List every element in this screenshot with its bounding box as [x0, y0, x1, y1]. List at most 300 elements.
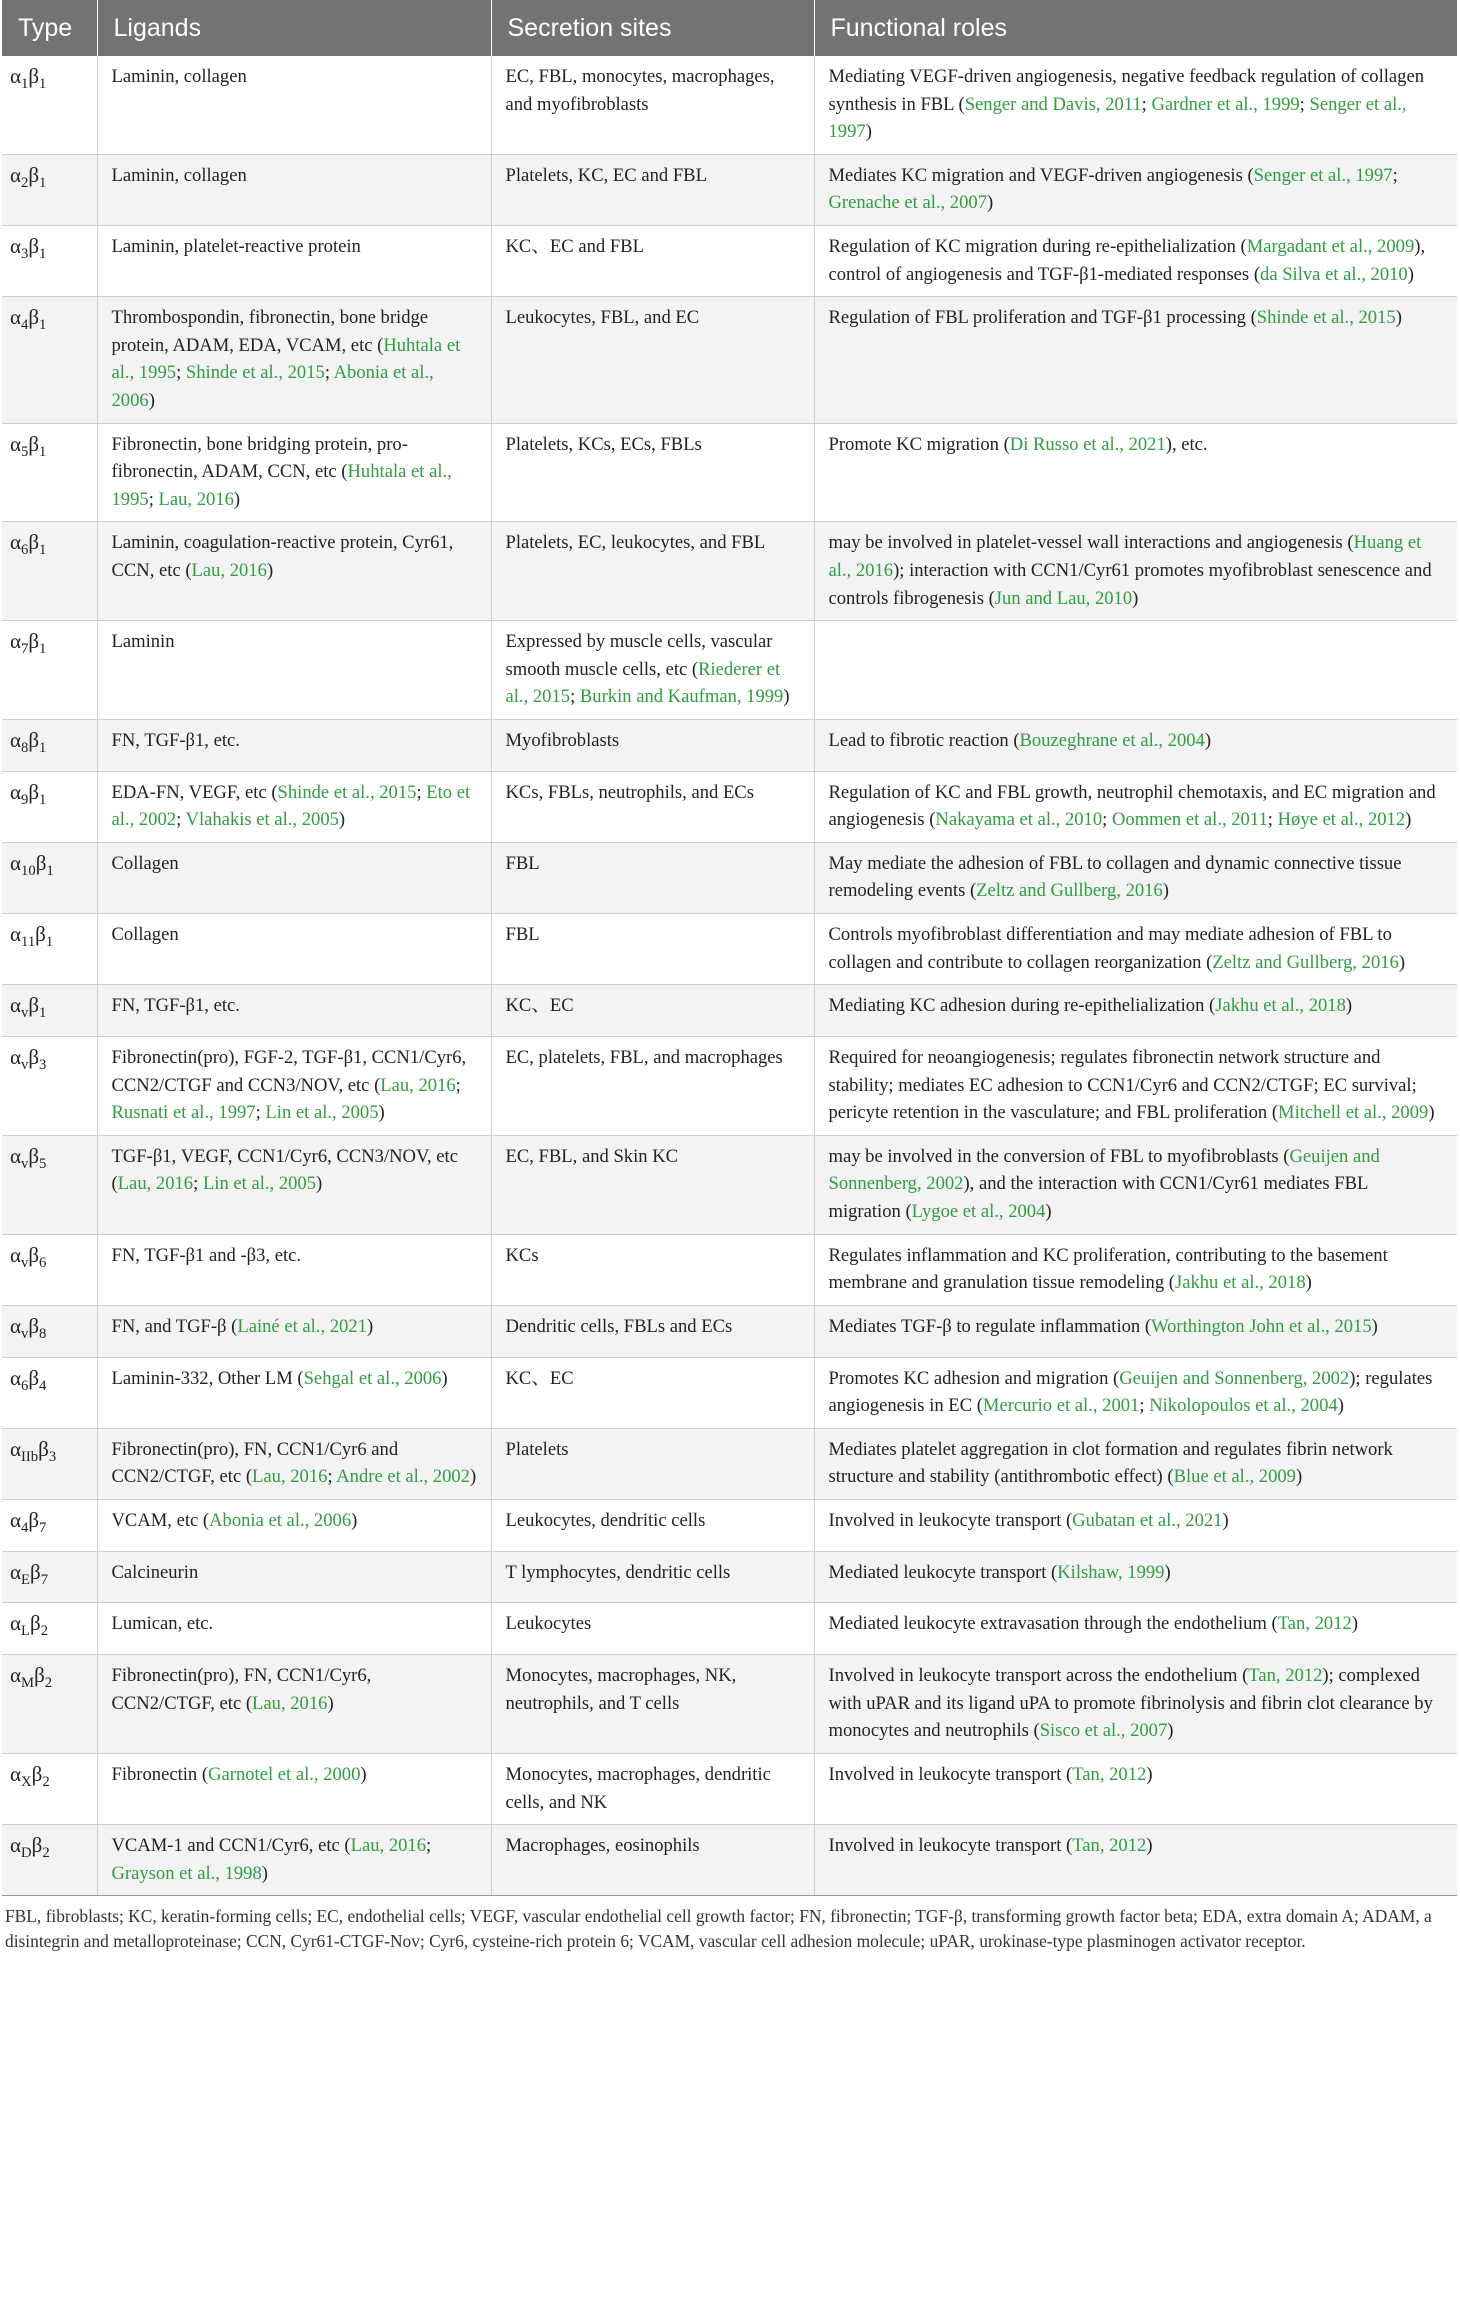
cell-text: ): [1164, 1561, 1171, 1583]
citation-link[interactable]: Blue et al., 2009: [1173, 1466, 1296, 1488]
citation-link[interactable]: Huang et al., 2016: [828, 532, 1422, 581]
secretion-sites-cell: [491, 1754, 814, 1825]
table-row: [2, 621, 1457, 720]
cell-text: ): [1204, 729, 1212, 751]
cell-text: Laminin, coagulation-reactive protein, Cyr61, CCN, etc (: [111, 532, 454, 581]
cell-text: ): [987, 192, 994, 214]
cell-text: VCAM, etc (: [111, 1509, 210, 1531]
functional-roles-cell: [814, 914, 1457, 985]
citation-link[interactable]: Huhtala et al., 1995: [111, 334, 461, 384]
citation-link[interactable]: Huhtala et al., 1995: [111, 461, 452, 510]
cell-text: ;: [148, 488, 159, 510]
integrin-type-cell: [2, 1428, 97, 1499]
cell-text: Involved in leukocyte transport across the endothelium (: [828, 1665, 1249, 1687]
cell-text: ): [233, 488, 241, 510]
integrin-type-cell: [2, 621, 97, 720]
citation-link[interactable]: Worthington John et al., 2015: [1151, 1315, 1372, 1337]
citation-link[interactable]: Senger et al., 1997: [1253, 164, 1393, 186]
cell-text: ): [865, 121, 872, 143]
secretion-sites-cell: [491, 621, 814, 720]
citation-link[interactable]: Rusnati et al., 1997: [111, 1102, 256, 1124]
table-footnote: FBL, fibroblasts; KC, keratin-forming cells; EC, endothelial cells; VEGF, vascular endothelial cell growth factor; FN, fibronectin; TGF-β, transforming growth factor beta; EDA, extra domain A; ADAM, a disintegrin and metalloproteinase; CCN, Cyr61-CTGF-Nov; Cyr6, cysteine-rich protein 6; VCAM, vascular cell adhesion molecule; uPAR, urokinase-type plasminogen activator receptor.: [5, 1906, 1432, 1951]
integrin-type-cell: [2, 1234, 97, 1305]
citation-link[interactable]: Andre et al., 2002: [336, 1466, 470, 1488]
cell-text: Platelets, EC, leukocytes, and FBL: [505, 532, 766, 554]
cell-text: Fibronectin(pro), FN, CCN1/Cyr6, CCN2/CTGF, etc (: [111, 1665, 372, 1714]
cell-text: Fibronectin (: [111, 1764, 209, 1786]
integrin-type-cell: [2, 1754, 97, 1825]
ligands-cell: [97, 771, 491, 842]
integrin-type-cell: [2, 1499, 97, 1551]
cell-text: EC, platelets, FBL, and macrophages: [505, 1047, 783, 1068]
cell-text: ;: [255, 1102, 266, 1124]
integrin-type-cell: [2, 1655, 97, 1754]
table-row: [2, 522, 1457, 621]
cell-text: ): [261, 1862, 268, 1884]
cell-text: Involved in leukocyte transport (: [828, 1835, 1073, 1857]
table-row: [2, 1234, 1457, 1305]
integrin-type: $\alpha_v\beta_6$: [10, 1242, 47, 1271]
table-row: [2, 771, 1457, 842]
cell-text: ;: [1267, 809, 1278, 831]
secretion-sites-cell: [491, 154, 814, 225]
table-row: [2, 56, 1457, 154]
cell-text: ); interaction with CCN1/Cyr61 promotes myofibroblast senescence and controls fibrogenesis (: [828, 559, 1432, 609]
citation-link[interactable]: Nakayama et al., 2010: [935, 809, 1103, 831]
citation-link[interactable]: Mercurio et al., 2001: [982, 1395, 1140, 1417]
ligands-cell: [97, 621, 491, 720]
citation-link[interactable]: Gubatan et al., 2021: [1072, 1509, 1223, 1531]
integrin-type-cell: [2, 719, 97, 771]
cell-text: KC、EC: [505, 1367, 574, 1389]
cell-text: ): [1132, 587, 1139, 609]
cell-text: ): [1428, 1102, 1435, 1124]
cell-text: ): [469, 1466, 477, 1488]
cell-text: ;: [1299, 93, 1310, 115]
citation-link[interactable]: Senger and Davis, 2011: [964, 93, 1142, 115]
cell-text: ): [1222, 1509, 1229, 1531]
integrin-table: [2, 0, 1457, 1896]
integrin-type: $\alpha_E\beta_7$: [10, 1559, 49, 1588]
cell-text: VCAM-1 and CCN1/Cyr6, etc (: [111, 1835, 351, 1857]
table-row: [2, 1135, 1457, 1234]
cell-text: FBL: [505, 924, 540, 946]
functional-roles-cell: [814, 1135, 1457, 1234]
table-row: [2, 842, 1457, 913]
citation-link[interactable]: Lau, 2016: [252, 1466, 328, 1488]
cell-text: FN, and TGF-β (: [111, 1315, 238, 1337]
ligands-cell: [97, 1499, 491, 1551]
citation-link[interactable]: Lau, 2016: [158, 488, 234, 510]
ligands-cell: [97, 1754, 491, 1825]
cell-text: ;: [327, 1466, 337, 1488]
citation-link[interactable]: Høye et al., 2012: [1277, 809, 1406, 831]
table-row: [2, 1551, 1457, 1603]
cell-text: Promotes KC adhesion and migration (: [828, 1367, 1120, 1389]
cell-text: Calcineurin: [111, 1561, 199, 1583]
functional-roles-cell: [814, 1499, 1457, 1551]
cell-text: KCs, FBLs, neutrophils, and ECs: [505, 781, 754, 803]
secretion-sites-cell: [491, 1357, 814, 1428]
cell-text: Platelets, KCs, ECs, FBLs: [505, 433, 702, 455]
table-row: [2, 1754, 1457, 1825]
ligands-cell: [97, 56, 491, 154]
ligands-cell: [97, 719, 491, 771]
secretion-sites-cell: [491, 423, 814, 522]
secretion-sites-cell: [491, 1428, 814, 1499]
integrin-type: $\alpha_v\beta_1$: [10, 993, 47, 1022]
cell-text: ): [1146, 1835, 1153, 1857]
cell-text: ): [316, 1173, 323, 1195]
citation-link[interactable]: Burkin and Kaufman, 1999: [579, 686, 784, 708]
citation-link[interactable]: Lau, 2016: [117, 1173, 194, 1195]
table-body: [2, 56, 1457, 1896]
ligands-cell: [97, 1305, 491, 1357]
integrin-type-cell: [2, 56, 97, 154]
citation-link[interactable]: Shinde et al., 2015: [1256, 307, 1396, 329]
functional-roles-cell: [814, 1551, 1457, 1603]
functional-roles-cell: [814, 1754, 1457, 1825]
table-row: [2, 719, 1457, 771]
cell-text: EC, FBL, and Skin KC: [505, 1145, 679, 1167]
table-row: [2, 154, 1457, 225]
cell-text: KC、EC: [505, 995, 574, 1017]
cell-text: ): [783, 686, 790, 708]
cell-text: ): [338, 809, 346, 831]
integrin-type-cell: [2, 1037, 97, 1136]
cell-text: May mediate the adhesion of FBL to collagen and dynamic connective tissue remodeling events (: [828, 852, 1402, 902]
secretion-sites-cell: [491, 1499, 814, 1551]
citation-link[interactable]: Geuijen and Sonnenberg, 2002: [828, 1145, 1380, 1195]
citation-link[interactable]: Vlahakis et al., 2005: [185, 809, 339, 831]
cell-text: Leukocytes, dendritic cells: [505, 1509, 706, 1531]
functional-roles-cell: [814, 297, 1457, 423]
citation-link[interactable]: Tan, 2012: [1072, 1835, 1147, 1857]
secretion-sites-cell: [491, 1825, 814, 1896]
cell-text: ): [351, 1509, 358, 1531]
functional-roles-cell: [814, 225, 1457, 296]
cell-text: ;: [1139, 1395, 1150, 1417]
header-secretion-sites: Secretion sites: [491, 0, 814, 56]
secretion-sites-cell: [491, 1655, 814, 1754]
secretion-sites-cell: [491, 1305, 814, 1357]
citation-link[interactable]: Margadant et al., 2009: [1246, 235, 1415, 257]
citation-link[interactable]: Sisco et al., 2007: [1039, 1720, 1168, 1742]
cell-text: Mediates KC migration and VEGF-driven angiogenesis (: [828, 164, 1254, 186]
table-row: [2, 225, 1457, 296]
integrin-type-cell: [2, 985, 97, 1037]
integrin-type: $\alpha_5\beta_1$: [10, 431, 47, 460]
table-row: [2, 297, 1457, 423]
cell-text: Expressed by muscle cells, vascular smooth muscle cells, etc (: [505, 631, 773, 680]
cell-text: Mediating VEGF-driven angiogenesis, negative feedback regulation of collagen synthesis in FBL (: [828, 66, 1424, 115]
ligands-cell: [97, 1603, 491, 1655]
integrin-type: $\alpha_M\beta_2$: [10, 1663, 53, 1692]
cell-text: Monocytes, macrophages, dendritic cells, and NK: [505, 1764, 771, 1813]
integrin-type: $\alpha_{10}\beta_1$: [10, 850, 54, 880]
citation-link[interactable]: Lau, 2016: [380, 1074, 456, 1096]
ligands-cell: [97, 225, 491, 296]
table-row: [2, 1825, 1457, 1896]
functional-roles-cell: [814, 771, 1457, 842]
cell-text: ;: [1141, 93, 1152, 115]
cell-text: ;: [176, 362, 186, 384]
functional-roles-cell: [814, 1234, 1457, 1305]
integrin-type-cell: [2, 1825, 97, 1896]
cell-text: Regulates inflammation and KC proliferation, contributing to the basement membrane and granulation tissue remodeling (: [828, 1244, 1388, 1294]
cell-text: ): [1395, 307, 1402, 329]
integrin-type: $\alpha_D\beta_2$: [10, 1833, 50, 1862]
citation-link[interactable]: Eto et al., 2002: [111, 781, 471, 831]
integrin-type-cell: [2, 423, 97, 522]
citation-link[interactable]: Jun and Lau, 2010: [994, 587, 1133, 609]
integrin-type: $\alpha_1\beta_1$: [10, 64, 47, 93]
citation-link[interactable]: Nikolopoulos et al., 2004: [1149, 1395, 1338, 1417]
cell-text: ): [1351, 1613, 1359, 1635]
cell-text: ), etc.: [1165, 433, 1208, 455]
integrin-type: $\alpha_6\beta_4$: [10, 1365, 47, 1394]
functional-roles-cell: [814, 1655, 1457, 1754]
secretion-sites-cell: [491, 522, 814, 621]
citation-link[interactable]: Tan, 2012: [1072, 1764, 1147, 1786]
cell-text: ;: [324, 362, 334, 384]
cell-text: ); complexed with uPAR and its ligand uPA to promote fibrinolysis and fibrin clot clearance by monocytes and neutrophils (: [828, 1665, 1433, 1742]
secretion-sites-cell: [491, 842, 814, 913]
citation-link[interactable]: Lainé et al., 2021: [237, 1315, 367, 1337]
secretion-sites-cell: [491, 985, 814, 1037]
integrin-type: $\alpha_9\beta_1$: [10, 779, 47, 808]
integrin-type: $\alpha_{11}\beta_1$: [10, 922, 54, 951]
citation-link[interactable]: Lin et al., 2005: [202, 1173, 317, 1195]
ligands-cell: [97, 842, 491, 913]
cell-text: ;: [1102, 809, 1112, 831]
cell-text: ;: [426, 1835, 432, 1857]
ligands-cell: [97, 423, 491, 522]
cell-text: may be involved in platelet-vessel wall interactions and angiogenesis (: [828, 532, 1354, 554]
secretion-sites-cell: [491, 1135, 814, 1234]
cell-text: ): [1398, 951, 1406, 973]
cell-text: Laminin, platelet-reactive protein: [111, 235, 361, 257]
secretion-sites-cell: [491, 1551, 814, 1603]
cell-text: Involved in leukocyte transport (: [828, 1764, 1073, 1786]
citation-link[interactable]: Tan, 2012: [1277, 1613, 1352, 1635]
table-row: [2, 1357, 1457, 1428]
citation-link[interactable]: Lygoe et al., 2004: [911, 1200, 1046, 1222]
citation-link[interactable]: Sehgal et al., 2006: [303, 1367, 442, 1389]
cell-text: ): [1305, 1272, 1312, 1294]
integrin-type-cell: [2, 225, 97, 296]
integrin-type-cell: [2, 1135, 97, 1234]
citation-link[interactable]: Lau, 2016: [350, 1835, 427, 1857]
cell-text: Laminin: [111, 631, 175, 653]
functional-roles-cell: [814, 621, 1457, 720]
functional-roles-cell: [814, 985, 1457, 1037]
cell-text: Mediates platelet aggregation in clot formation and regulates fibrin network structure and stability (antithrombotic effect) (: [828, 1438, 1393, 1488]
cell-text: ;: [1392, 164, 1398, 186]
citation-link[interactable]: Zeltz and Gullberg, 2016: [976, 880, 1163, 902]
table-row: [2, 1428, 1457, 1499]
cell-text: ): [1167, 1720, 1174, 1742]
table-row: [2, 423, 1457, 522]
citation-link[interactable]: Shinde et al., 2015: [185, 362, 325, 384]
citation-link[interactable]: Di Russo et al., 2021: [1009, 433, 1166, 455]
integrin-type-cell: [2, 914, 97, 985]
citation-link[interactable]: Kilshaw, 1999: [1057, 1561, 1165, 1583]
cell-text: Dendritic cells, FBLs and ECs: [505, 1315, 733, 1337]
cell-text: ;: [193, 1173, 203, 1195]
cell-text: ): [366, 1315, 374, 1337]
functional-roles-cell: [814, 154, 1457, 225]
cell-text: ), and the interaction with CCN1/Cyr61 mediates FBL migration (: [828, 1173, 1368, 1222]
integrin-type: $\alpha_6\beta_1$: [10, 530, 47, 559]
integrin-type: $\alpha_2\beta_1$: [10, 162, 47, 191]
integrin-type-cell: [2, 1305, 97, 1357]
cell-text: Platelets, KC, EC and FBL: [505, 164, 707, 186]
citation-link[interactable]: Grenache et al., 2007: [828, 192, 987, 214]
functional-roles-cell: [814, 1603, 1457, 1655]
integrin-type: $\alpha_v\beta_8$: [10, 1313, 47, 1342]
cell-text: FBL: [505, 852, 540, 874]
cell-text: T lymphocytes, dendritic cells: [505, 1561, 731, 1583]
cell-text: ): [360, 1764, 367, 1786]
cell-text: Myofibroblasts: [505, 729, 620, 751]
citation-link[interactable]: Tan, 2012: [1248, 1665, 1323, 1687]
integrin-type-cell: [2, 842, 97, 913]
citation-link[interactable]: Senger et al., 1997: [828, 93, 1407, 143]
cell-text: ;: [176, 809, 186, 831]
integrin-type-cell: [2, 154, 97, 225]
cell-text: Leukocytes: [505, 1613, 592, 1635]
citation-link[interactable]: Grayson et al., 1998: [111, 1862, 262, 1884]
integrin-type-cell: [2, 297, 97, 423]
table-row: [2, 985, 1457, 1037]
cell-text: ): [1146, 1764, 1153, 1786]
cell-text: ): [1371, 1315, 1378, 1337]
cell-text: Mediates TGF-β to regulate inflammation (: [828, 1315, 1152, 1337]
citation-link[interactable]: Shinde et al., 2015: [277, 781, 417, 803]
citation-link[interactable]: Abonia et al., 2006: [111, 362, 434, 411]
secretion-sites-cell: [491, 914, 814, 985]
cell-text: Controls myofibroblast differentiation and may mediate adhesion of FBL to collagen and contribute to collagen reorganization (: [828, 924, 1392, 973]
citation-link[interactable]: Jakhu et al., 2018: [1174, 1272, 1306, 1294]
secretion-sites-cell: [491, 1234, 814, 1305]
secretion-sites-cell: [491, 56, 814, 154]
cell-text: ): [1162, 880, 1169, 902]
cell-text: ): [1045, 1200, 1052, 1222]
table-row: [2, 1305, 1457, 1357]
citation-link[interactable]: Lau, 2016: [252, 1692, 328, 1714]
secretion-sites-cell: [491, 297, 814, 423]
integrin-type-cell: [2, 1603, 97, 1655]
cell-text: Required for neoangiogenesis; regulates fibronectin network structure and stability; mediates EC adhesion to CCN1/Cyr6 and CCN2/CTGF; EC survival; pericyte retention in the vasculature; and FBL proliferation (: [828, 1047, 1417, 1124]
cell-text: ): [378, 1102, 385, 1124]
cell-text: ): [266, 559, 274, 581]
header-row: [2, 0, 1457, 56]
cell-text: Laminin, collagen: [111, 66, 247, 87]
ligands-cell: [97, 985, 491, 1037]
cell-text: ): [1295, 1466, 1303, 1488]
citation-link[interactable]: Gardner et al., 1999: [1151, 93, 1300, 115]
cell-text: TGF-β1, VEGF, CCN1/Cyr6, CCN3/NOV, etc (: [111, 1145, 458, 1195]
cell-text: Regulation of KC and FBL growth, neutrophil chemotaxis, and EC migration and angiogenesis (: [828, 781, 1436, 831]
citation-link[interactable]: Geuijen and Sonnenberg, 2002: [1119, 1367, 1350, 1389]
ligands-cell: [97, 1655, 491, 1754]
cell-text: KCs: [505, 1244, 539, 1266]
integrin-type: $\alpha_4\beta_1$: [10, 305, 47, 334]
citation-link[interactable]: Bouzeghrane et al., 2004: [1019, 729, 1205, 751]
cell-text: Macrophages, eosinophils: [505, 1835, 700, 1857]
citation-link[interactable]: Abonia et al., 2006: [209, 1509, 352, 1531]
ligands-cell: [97, 1037, 491, 1136]
integrin-type: $\alpha_v\beta_3$: [10, 1045, 47, 1074]
ligands-cell: [97, 154, 491, 225]
functional-roles-cell: [814, 522, 1457, 621]
ligands-cell: [97, 522, 491, 621]
secretion-sites-cell: [491, 719, 814, 771]
integrin-type: $\alpha_v\beta_5$: [10, 1143, 47, 1172]
functional-roles-cell: [814, 423, 1457, 522]
cell-text: Collagen: [111, 924, 179, 946]
cell-text: FN, TGF-β1 and -β3, etc.: [111, 1244, 302, 1266]
cell-text: Lumican, etc.: [111, 1613, 214, 1635]
table-row: [2, 914, 1457, 985]
functional-roles-cell: [814, 1305, 1457, 1357]
ligands-cell: [97, 297, 491, 423]
cell-text: KC、EC and FBL: [505, 235, 644, 257]
integrin-type: $\alpha_8\beta_1$: [10, 727, 47, 757]
citation-link[interactable]: Oommen et al., 2011: [1111, 809, 1268, 831]
cell-text: Laminin-332, Other LM (: [111, 1367, 304, 1389]
citation-link[interactable]: Mitchell et al., 2009: [1278, 1102, 1429, 1124]
integrin-type-cell: [2, 1357, 97, 1428]
cell-text: FN, TGF-β1, etc.: [111, 995, 240, 1017]
secretion-sites-cell: [491, 771, 814, 842]
header-functional-roles: Functional roles: [814, 0, 1457, 56]
cell-text: Fibronectin(pro), FGF-2, TGF-β1, CCN1/Cyr6, CCN2/CTGF and CCN3/NOV, etc (: [111, 1047, 467, 1096]
integrin-type: $\alpha_X\beta_2$: [10, 1762, 50, 1791]
integrin-type: $\alpha_L\beta_2$: [10, 1611, 49, 1640]
functional-roles-cell: [814, 719, 1457, 771]
citation-link[interactable]: Riederer et al., 2015: [505, 658, 781, 708]
citation-link[interactable]: Zeltz and Gullberg, 2016: [1212, 951, 1399, 973]
citation-link[interactable]: Jakhu et al., 2018: [1215, 995, 1346, 1017]
cell-text: ): [148, 389, 155, 411]
functional-roles-cell: [814, 1428, 1457, 1499]
citation-link[interactable]: Lau, 2016: [191, 559, 267, 581]
functional-roles-cell: [814, 56, 1457, 154]
secretion-sites-cell: [491, 1037, 814, 1136]
table-row: [2, 1037, 1457, 1136]
ligands-cell: [97, 1135, 491, 1234]
cell-text: Mediated leukocyte transport (: [828, 1561, 1058, 1583]
header-ligands: Ligands: [97, 0, 491, 56]
integrin-type-cell: [2, 522, 97, 621]
ligands-cell: [97, 1428, 491, 1499]
cell-text: Laminin, collagen: [111, 164, 247, 186]
cell-text: ): [1345, 995, 1353, 1017]
citation-link[interactable]: Lin et al., 2005: [265, 1102, 379, 1124]
cell-text: Regulation of FBL proliferation and TGF-β1 processing (: [828, 307, 1257, 329]
citation-link[interactable]: da Silva et al., 2010: [1260, 263, 1408, 285]
citation-link[interactable]: Garnotel et al., 2000: [208, 1764, 361, 1786]
cell-text: ): [441, 1367, 448, 1389]
integrin-type: $\alpha_3\beta_1$: [10, 233, 47, 263]
cell-text: ), control of angiogenesis and TGF-β1-mediated responses (: [828, 235, 1426, 285]
cell-text: Fibronectin, bone bridging protein, pro-fibronectin, ADAM, CCN, etc (: [111, 433, 408, 483]
table-row: [2, 1603, 1457, 1655]
cell-text: ): [1405, 809, 1412, 831]
cell-text: Thrombospondin, fibronectin, bone bridge protein, ADAM, EDA, VCAM, etc (: [111, 307, 429, 356]
